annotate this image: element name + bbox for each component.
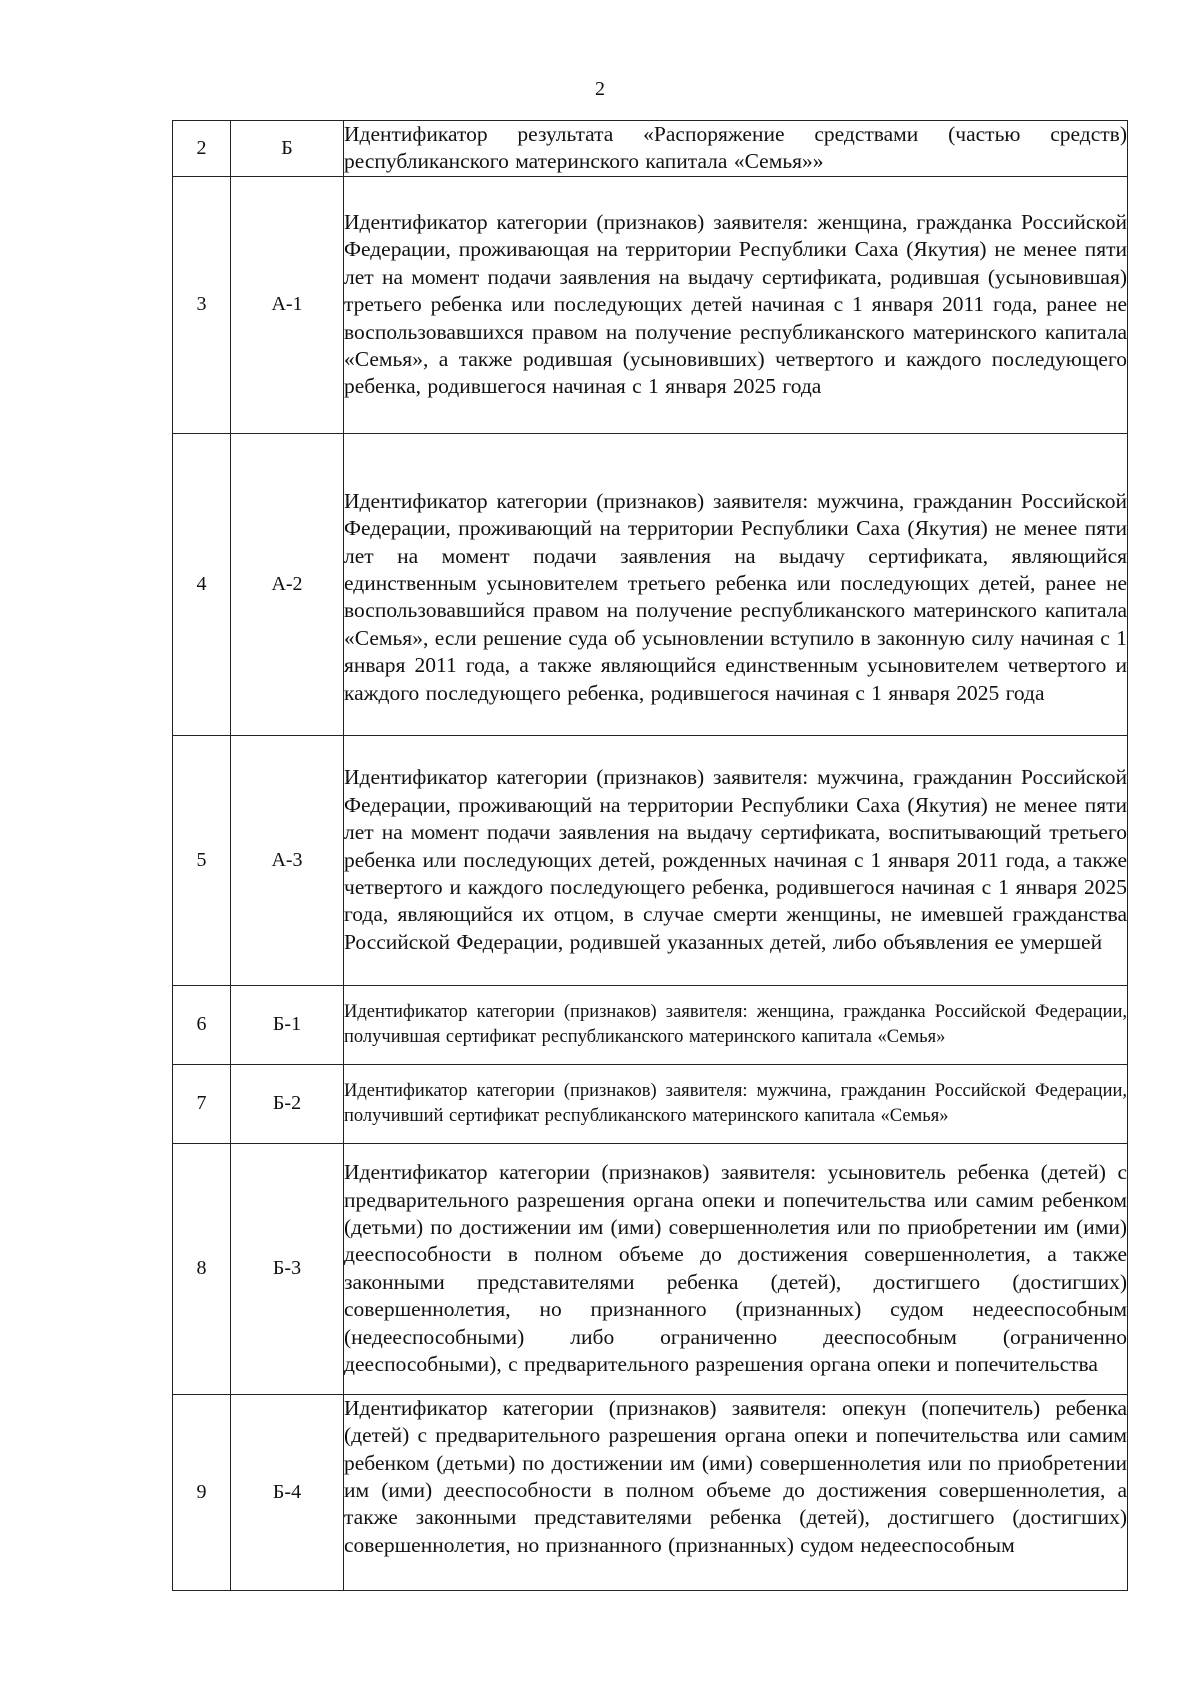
row-code: А-2 [231,433,344,735]
table-row [173,1064,1128,1143]
table-row [173,1394,1128,1590]
row-number: 7 [173,1064,231,1143]
row-number: 5 [173,735,231,985]
row-description: Идентификатор категории (признаков) заявителя: мужчина, гражданин Российской Федерации, получивший сертификат республиканского материнского капитала «Семья» [344,1064,1128,1143]
table-row [173,985,1128,1064]
table-row [173,1143,1128,1394]
row-code: А-3 [231,735,344,985]
row-code: Б-3 [231,1143,344,1394]
row-description: Идентификатор результата «Распоряжение средствами (частью средств) республиканского материнского капитала «Семья»» [344,121,1128,177]
row-code: Б-1 [231,985,344,1064]
row-description: Идентификатор категории (признаков) заявителя: мужчина, гражданин Российской Федерации, проживающий на территории Республики Саха (Якутия) не менее пяти лет на момент подачи заявления на выдачу сертификата, воспитывающий третьего ребенка или последующих детей, рожденных начиная с 1 января 2011 года, а также четвертого и каждого последующего ребенка, родившегося начиная с 1 января 2025 года, являющийся их отцом, в случае смерти женщины, не имевшей гражданства Российской Федерации, родившей указанных детей, либо объявления ее умершей [344,735,1128,985]
row-description: Идентификатор категории (признаков) заявителя: мужчина, гражданин Российской Федерации, проживающий на территории Республики Саха (Якутия) не менее пяти лет на момент подачи заявления на выдачу сертификата, являющийся единственным усыновителем третьего ребенка или последующих детей, ранее не воспользовавшийся правом на получение республиканского материнского капитала «Семья», если решение суда об усыновлении вступило в законную силу начиная с 1 января 2011 года, а также являющийся единственным усыновителем четвертого и каждого последующего ребенка, родившегося начиная с 1 января 2025 года [344,433,1128,735]
identifiers-table [172,120,1128,1591]
row-code: Б-2 [231,1064,344,1143]
row-number: 9 [173,1394,231,1590]
row-number: 2 [173,121,231,177]
row-description: Идентификатор категории (признаков) заявителя: женщина, гражданка Российской Федерации, проживающая на территории Республики Саха (Якутия) не менее пяти лет на момент подачи заявления на выдачу сертификата, родившая (усыновившая) третьего ребенка или последующих детей начиная с 1 января 2011 года, ранее не воспользовавшихся правом на получение республиканского материнского капитала «Семья», а также родившая (усыновивших) четвертого и каждого последующего ребенка, родившегося начиная с 1 января 2025 года [344,176,1128,433]
table-row [173,433,1128,735]
row-number: 3 [173,176,231,433]
row-code: А-1 [231,176,344,433]
page-number: 2 [595,78,605,100]
row-number: 6 [173,985,231,1064]
row-code: Б [231,121,344,177]
row-code: Б-4 [231,1394,344,1590]
row-number: 4 [173,433,231,735]
row-description: Идентификатор категории (признаков) заявителя: усыновитель ребенка (детей) с предварительного разрешения органа опеки и попечительства или самим ребенком (детьми) по достижении им (ими) совершеннолетия или по приобретении им (ими) дееспособности в полном объеме до достижения совершеннолетия, а также законными представителями ребенка (детей), достигшего (достигших) совершеннолетия, но признанного (признанных) судом недееспособным (недееспособными) либо ограниченно дееспособным (ограниченно дееспособными), с предварительного разрешения органа опеки и попечительства [344,1143,1128,1394]
row-number: 8 [173,1143,231,1394]
row-description: Идентификатор категории (признаков) заявителя: опекун (попечитель) ребенка (детей) с предварительного разрешения органа опеки и попечительства или самим ребенком (детьми) по достижении им (ими) совершеннолетия или по приобретении им (ими) дееспособности в полном объеме до достижения совершеннолетия, а также законными представителями ребенка (детей), достигшего (достигших) совершеннолетия, но признанного (признанных) судом недееспособным [344,1394,1128,1590]
table-row [173,735,1128,985]
row-description: Идентификатор категории (признаков) заявителя: женщина, гражданка Российской Федерации, получившая сертификат республиканского материнского капитала «Семья» [344,985,1128,1064]
table-row [173,121,1128,177]
table-row [173,176,1128,433]
